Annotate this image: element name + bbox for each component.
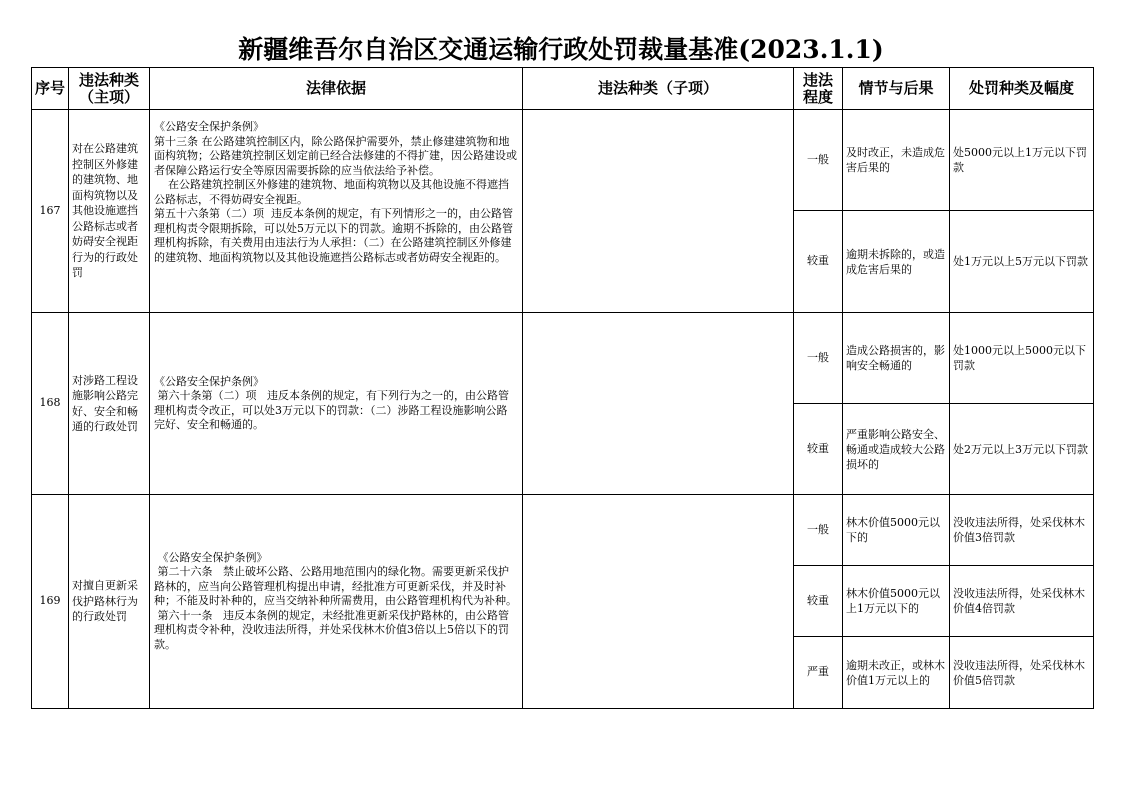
circumstance: 及时改正，未造成危害后果的 <box>843 110 950 211</box>
degree: 一般 <box>794 495 843 566</box>
penalty: 没收违法所得，处采伐林木价值4倍罚款 <box>950 566 1094 637</box>
main-violation: 对擅自更新采伐护路林行为的行政处罚 <box>69 495 150 709</box>
main-violation: 对在公路建筑控制区外修建的建筑物、地面构筑物以及其他设施遮挡公路标志或者妨碍安全视距行为的行政处罚 <box>69 110 150 313</box>
degree: 一般 <box>794 110 843 211</box>
table-row <box>32 313 1094 404</box>
degree: 较重 <box>794 404 843 495</box>
penalty: 处1000元以上5000元以下罚款 <box>950 313 1094 404</box>
header-legal-basis: 法律依据 <box>150 68 523 110</box>
header-row <box>32 68 1094 110</box>
penalty: 处1万元以上5万元以下罚款 <box>950 211 1094 313</box>
circumstance: 严重影响公路安全、畅通或造成较大公路损坏的 <box>843 404 950 495</box>
sub-violation <box>523 110 794 313</box>
row-number: 168 <box>32 313 69 495</box>
header-sub-type: 违法种类（子项） <box>523 68 794 110</box>
degree: 较重 <box>794 566 843 637</box>
penalty: 没收违法所得，处采伐林木价值5倍罚款 <box>950 637 1094 709</box>
degree: 严重 <box>794 637 843 709</box>
degree: 一般 <box>794 313 843 404</box>
header-circumstance: 情节与后果 <box>843 68 950 110</box>
legal-basis: 《公路安全保护条例》 第十三条 在公路建筑控制区内，除公路保护需要外，禁止修建建筑物和地面构筑物；公路建筑控制区划定前已经合法修建的不得扩建，因公路建设或者保障公路运行安全等原因需要拆除的应当依法给予补偿。 在公路建筑控制区外修建的建筑物、地面构筑物以及其他设施不得遮挡公路标志，不得妨碍安全视距。 第五十六条第（二）项 违反本条例的规定，有下列情形之一的，由公路管理机构责令限期拆除，可以处5万元以下的罚款。逾期不拆除的，由公路管理机构拆除，有关费用由违法行为人承担：（二）在公路建筑控制区外修建的建筑物、地面构筑物以及其他设施遮挡公路标志或者妨碍安全视距的。 <box>150 110 523 313</box>
header-no: 序号 <box>32 68 69 110</box>
legal-basis: 《公路安全保护条例》 第六十条第（二）项 违反本条例的规定，有下列行为之一的，由公路管理机构责令改正，可以处3万元以下的罚款：（二）涉路工程设施影响公路完好、安全和畅通的。 <box>150 313 523 495</box>
row-number: 169 <box>32 495 69 709</box>
penalty: 处5000元以上1万元以下罚款 <box>950 110 1094 211</box>
circumstance: 造成公路损害的，影响安全畅通的 <box>843 313 950 404</box>
circumstance: 林木价值5000元以上1万元以下的 <box>843 566 950 637</box>
penalty: 处2万元以上3万元以下罚款 <box>950 404 1094 495</box>
circumstance: 林木价值5000元以下的 <box>843 495 950 566</box>
table-row <box>32 110 1094 211</box>
penalty-standards-table <box>31 67 1094 709</box>
header-penalty: 处罚种类及幅度 <box>950 68 1094 110</box>
circumstance: 逾期未拆除的，或造成危害后果的 <box>843 211 950 313</box>
header-main-type: 违法种类 （主项） <box>69 68 150 110</box>
table-row <box>32 495 1094 566</box>
row-number: 167 <box>32 110 69 313</box>
degree: 较重 <box>794 211 843 313</box>
main-violation: 对涉路工程设施影响公路完好、安全和畅通的行政处罚 <box>69 313 150 495</box>
header-degree: 违法 程度 <box>794 68 843 110</box>
legal-basis: 《公路安全保护条例》 第二十六条 禁止破坏公路、公路用地范围内的绿化物。需要更新采伐护路林的，应当向公路管理机构提出申请，经批准方可更新采伐，并及时补种；不能及时补种的，应当交纳补种所需费用，由公路管理机构代为补种。 第六十一条 违反本条例的规定，未经批准更新采伐护路林的，由公路管理机构责令补种，没收违法所得，并处采伐林木价值3倍以上5倍以下的罚款。 <box>150 495 523 709</box>
penalty: 没收违法所得，处采伐林木价值3倍罚款 <box>950 495 1094 566</box>
page-title: 新疆维吾尔自治区交通运输行政处罚裁量基准(2023.1.1) <box>238 35 884 64</box>
sub-violation <box>523 313 794 495</box>
sub-violation <box>523 495 794 709</box>
circumstance: 逾期未改正，或林木价值1万元以上的 <box>843 637 950 709</box>
